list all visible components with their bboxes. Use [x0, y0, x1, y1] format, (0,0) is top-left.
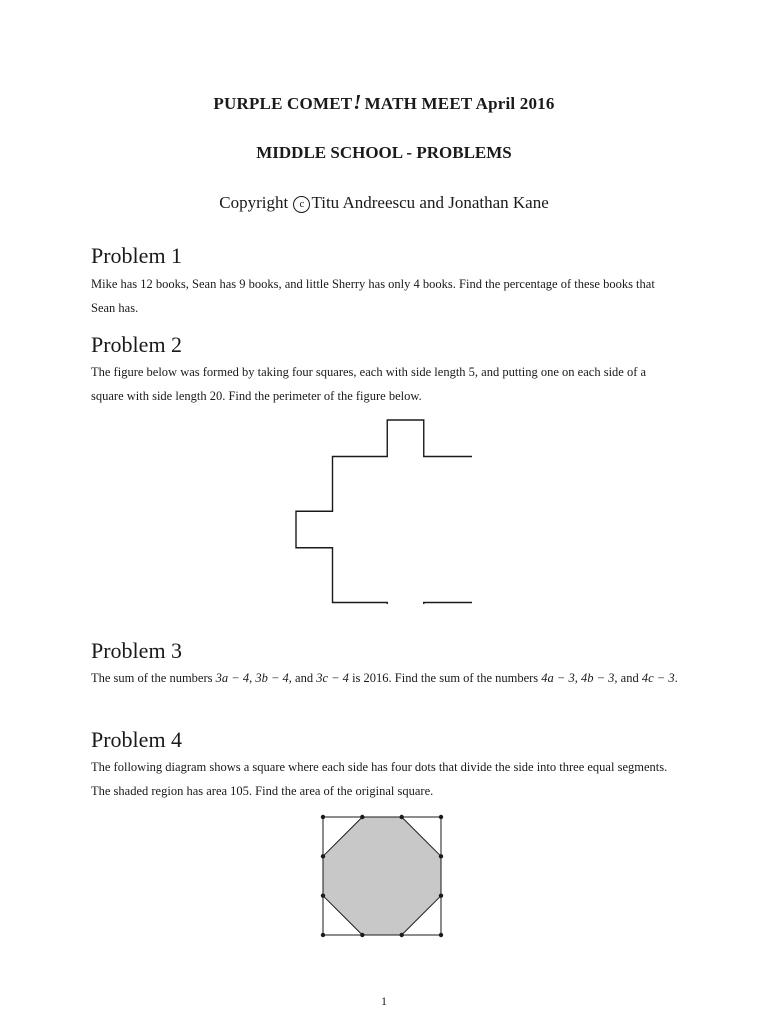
p3-text-2: , [249, 671, 256, 685]
problem-4-heading: Problem 4 [91, 727, 183, 752]
problem-2-heading: Problem 2 [91, 332, 183, 357]
p3-text-0: The sum of the numbers [91, 671, 216, 685]
division-dot [321, 854, 325, 858]
title-part-1: PURPLE COMET [213, 94, 353, 113]
shaded-octagon [323, 817, 441, 935]
division-dot [439, 815, 443, 819]
division-dot [399, 815, 403, 819]
p3-text-4: , and [288, 671, 317, 685]
division-dot [321, 933, 325, 937]
division-dot [360, 933, 364, 937]
copyright-symbol: c [293, 196, 310, 213]
document-subtitle: MIDDLE SCHOOL - PROBLEMS [256, 143, 512, 162]
division-dot [399, 933, 403, 937]
problem-1-text: Mike has 12 books, Sean has 9 books, and little Sherry has only 4 books. Find the percentage of these books that Sean has. [91, 277, 655, 315]
p3-expr-3c: 3c − 4 [316, 671, 349, 685]
division-dot [439, 854, 443, 858]
document-title [0, 90, 768, 115]
problem-4-text: The following diagram shows a square where each side has four dots that divide the side into three equal segments. The shaded region has area 105. Find the area of the original square. [91, 760, 668, 798]
p3-text-6: is 2016. Find the sum of the numbers [348, 671, 542, 685]
division-dot [439, 933, 443, 937]
division-dot [360, 815, 364, 819]
p3-text-10: , and [614, 671, 642, 685]
problem-3-text [91, 666, 681, 690]
problem-4-octagon-figure [316, 810, 450, 944]
copyright-authors: Titu Andreescu and Jonathan Kane [311, 193, 549, 212]
problem-2-text: The figure below was formed by taking four squares, each with side length 5, and putting one on each side of a square with side length 20. Find the perimeter of the figure below. [91, 365, 647, 403]
title-part-2: MATH MEET April 2016 [364, 94, 555, 113]
p3-expr-3b: 3b − 4 [255, 671, 289, 685]
page-number: 1 [381, 994, 387, 1008]
division-dot [321, 815, 325, 819]
p3-text-12: . [674, 671, 678, 685]
title-exclamation: ! [353, 90, 362, 114]
problem-1-heading: Problem 1 [91, 243, 183, 268]
p3-expr-4c: 4c − 3 [641, 671, 675, 685]
problem-2-cross-figure [292, 416, 472, 604]
cross-shape-outline [296, 420, 472, 604]
copyright-line [0, 193, 768, 213]
p3-expr-4b: 4b − 3 [580, 671, 615, 685]
p3-expr-4a: 4a − 3 [541, 671, 575, 685]
copyright-prefix: Copyright [219, 193, 289, 212]
p3-expr-3a: 3a − 4 [215, 671, 250, 685]
division-dot [321, 893, 325, 897]
division-dot [439, 893, 443, 897]
problem-3-heading: Problem 3 [91, 638, 183, 663]
p3-text-8: , [574, 671, 581, 685]
